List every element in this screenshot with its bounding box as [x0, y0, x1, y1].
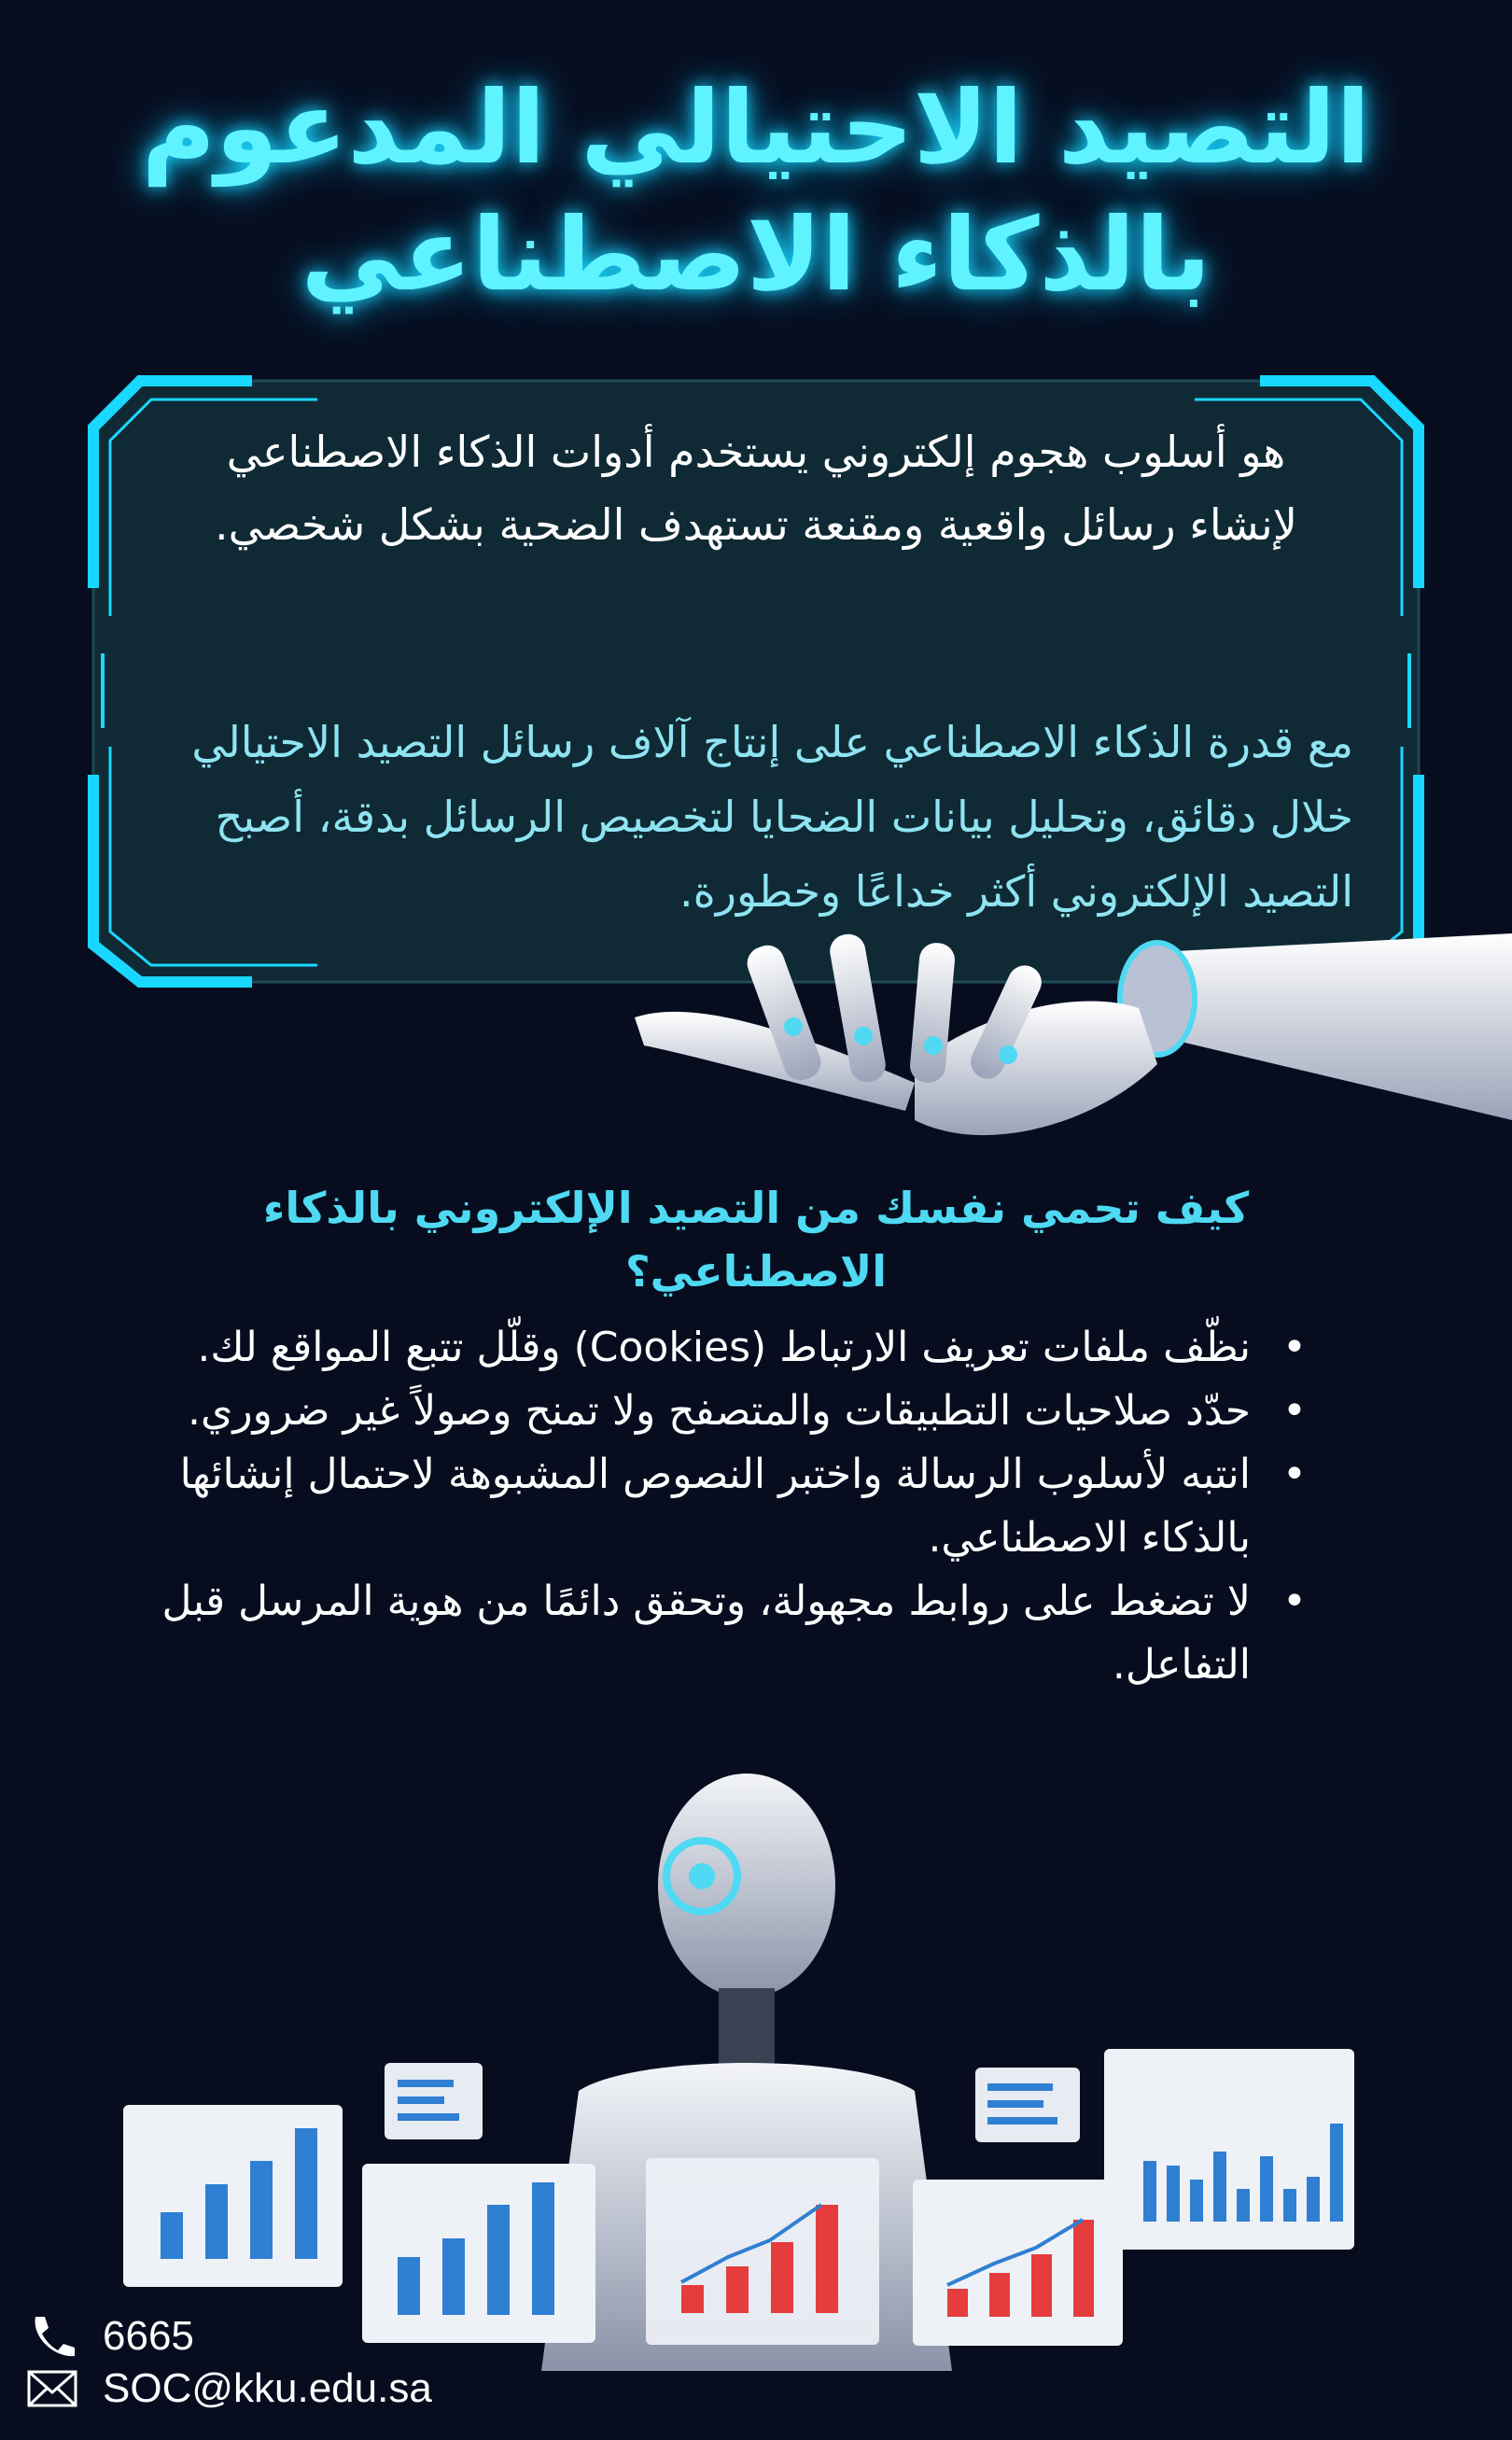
- chart-panel-icon: [1104, 2049, 1354, 2250]
- title-line-2: بالذكاء الاصطناعي: [301, 197, 1211, 314]
- tip-text: لا تضغط على روابط مجهولة، وتحقق دائمًا من هوية المرسل قبل التفاعل.: [161, 1578, 1251, 1689]
- chart-panel-icon: [646, 2158, 879, 2345]
- chart-panel-icon: [123, 2105, 343, 2287]
- list-item: [131, 1443, 1307, 1570]
- tip-text: حدّد صلاحيات التطبيقات والمتصفح ولا تمنح وصولاً غير ضروري.: [187, 1387, 1251, 1435]
- list-item: [131, 1570, 1307, 1697]
- list-item: [131, 1316, 1307, 1380]
- bullet-icon: •: [1282, 1387, 1307, 1435]
- robot-dashboard-illustration: [112, 1774, 1372, 2371]
- protection-heading: كيف تحمي نفسك من التصيد الإلكتروني بالذكاء الاصطناعي؟: [262, 1183, 1250, 1297]
- phone-icon: [26, 2313, 78, 2360]
- list-item: [131, 1380, 1307, 1443]
- contact-block: [26, 2310, 586, 2415]
- page-title: [93, 65, 1419, 319]
- impact-text: مع قدرة الذكاء الاصطناعي على إنتاج آلاف رسائل التصيد الاحتيالي خلال دقائق، وتحليل بيانات الضحايا لتخصيص الرسائل بدقة، أصبح التصيد الإلكتروني أكثر خداعًا وخطورة.: [191, 717, 1353, 917]
- email-row: [26, 2363, 586, 2415]
- tip-text: نظّف ملفات تعريف الارتباط (Cookies) وقلّل تتبع المواقع لك.: [197, 1324, 1251, 1371]
- title-line-1: التصيد الاحتيالي المدعوم: [141, 70, 1371, 187]
- definition-text: هو أسلوب هجوم إلكتروني يستخدم أدوات الذكاء الاصطناعي لإنشاء رسائل واقعية ومقنعة تستهدف الضحية بشكل شخصي.: [215, 427, 1297, 550]
- bullet-icon: •: [1282, 1578, 1307, 1625]
- phone-row: [26, 2310, 586, 2363]
- robot-hand-illustration: [635, 924, 1512, 1176]
- phone-number: 6665: [103, 2313, 194, 2359]
- tips-list: [131, 1316, 1307, 1697]
- envelope-icon: [26, 2368, 78, 2409]
- bullet-icon: •: [1282, 1451, 1307, 1498]
- chart-panel-icon: [913, 2180, 1123, 2346]
- bullet-icon: •: [1282, 1324, 1307, 1371]
- tip-text: انتبه لأسلوب الرسالة واختبر النصوص المشبوهة لاحتمال إنشائها بالذكاء الاصطناعي.: [179, 1451, 1251, 1562]
- email-address[interactable]: SOC@kku.edu.sa: [103, 2365, 432, 2411]
